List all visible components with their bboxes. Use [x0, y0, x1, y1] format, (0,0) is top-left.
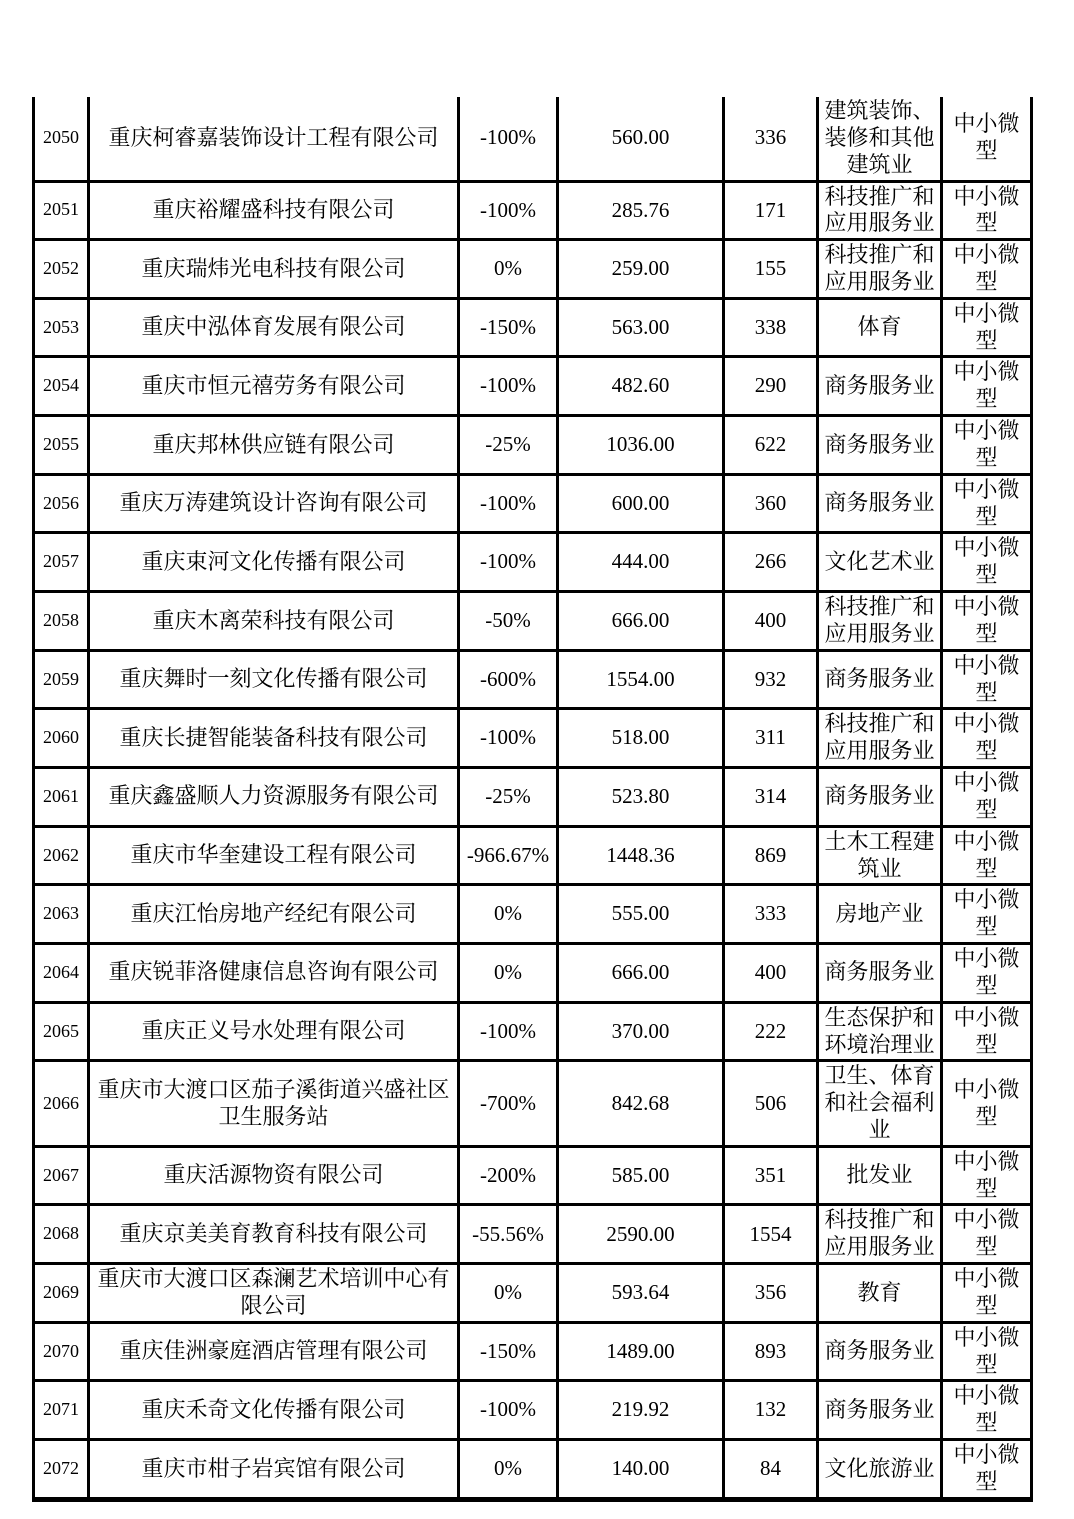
company-name-cell: 重庆长捷智能装备科技有限公司	[89, 709, 459, 768]
percent-cell: -100%	[459, 181, 558, 240]
size-type-cell: 中小微型	[942, 1381, 1032, 1440]
industry-cell: 建筑装饰、装修和其他建筑业	[818, 97, 942, 181]
industry-cell: 商务服务业	[818, 650, 942, 709]
size-type-cell: 中小微型	[942, 533, 1032, 592]
industry-cell: 体育	[818, 298, 942, 357]
company-name-cell: 重庆舞时一刻文化传播有限公司	[89, 650, 459, 709]
industry-cell: 商务服务业	[818, 474, 942, 533]
company-table	[32, 97, 1033, 1502]
industry-cell: 卫生、体育和社会福利业	[818, 1061, 942, 1146]
row-number-cell: 2058	[34, 592, 89, 651]
row-number-cell: 2057	[34, 533, 89, 592]
company-name-cell: 重庆鑫盛顺人力资源服务有限公司	[89, 768, 459, 827]
industry-cell: 科技推广和应用服务业	[818, 592, 942, 651]
size-type-cell: 中小微型	[942, 650, 1032, 709]
size-type-cell: 中小微型	[942, 826, 1032, 885]
count-cell: 132	[724, 1381, 818, 1440]
count-cell: 869	[724, 826, 818, 885]
company-name-cell: 重庆中泓体育发展有限公司	[89, 298, 459, 357]
table-row	[34, 885, 1032, 944]
table-row	[34, 1440, 1032, 1500]
value-cell: 1448.36	[558, 826, 724, 885]
industry-cell: 商务服务业	[818, 944, 942, 1003]
row-number-cell: 2065	[34, 1002, 89, 1061]
value-cell: 523.80	[558, 768, 724, 827]
row-number-cell: 2072	[34, 1440, 89, 1500]
percent-cell: -100%	[459, 357, 558, 416]
industry-cell: 科技推广和应用服务业	[818, 709, 942, 768]
size-type-cell: 中小微型	[942, 1264, 1032, 1323]
size-type-cell: 中小微型	[942, 709, 1032, 768]
size-type-cell: 中小微型	[942, 181, 1032, 240]
table-row	[34, 1205, 1032, 1264]
table-row	[34, 1381, 1032, 1440]
value-cell: 560.00	[558, 97, 724, 181]
size-type-cell: 中小微型	[942, 474, 1032, 533]
percent-cell: -25%	[459, 768, 558, 827]
percent-cell: -55.56%	[459, 1205, 558, 1264]
percent-cell: -150%	[459, 1322, 558, 1381]
company-name-cell: 重庆万涛建筑设计咨询有限公司	[89, 474, 459, 533]
table-row	[34, 416, 1032, 475]
size-type-cell: 中小微型	[942, 298, 1032, 357]
percent-cell: -100%	[459, 709, 558, 768]
company-name-cell: 重庆邦林供应链有限公司	[89, 416, 459, 475]
count-cell: 336	[724, 97, 818, 181]
count-cell: 356	[724, 1264, 818, 1323]
company-name-cell: 重庆禾奇文化传播有限公司	[89, 1381, 459, 1440]
count-cell: 222	[724, 1002, 818, 1061]
size-type-cell: 中小微型	[942, 944, 1032, 1003]
company-name-cell: 重庆江怡房地产经纪有限公司	[89, 885, 459, 944]
table-row	[34, 474, 1032, 533]
count-cell: 266	[724, 533, 818, 592]
company-name-cell: 重庆京美美育教育科技有限公司	[89, 1205, 459, 1264]
table-row	[34, 768, 1032, 827]
row-number-cell: 2052	[34, 240, 89, 299]
table-row	[34, 1322, 1032, 1381]
industry-cell: 商务服务业	[818, 416, 942, 475]
count-cell: 311	[724, 709, 818, 768]
percent-cell: -100%	[459, 474, 558, 533]
percent-cell: 0%	[459, 885, 558, 944]
percent-cell: -50%	[459, 592, 558, 651]
company-name-cell: 重庆柯睿嘉装饰设计工程有限公司	[89, 97, 459, 181]
size-type-cell: 中小微型	[942, 1146, 1032, 1205]
size-type-cell: 中小微型	[942, 97, 1032, 181]
value-cell: 370.00	[558, 1002, 724, 1061]
table-row	[34, 826, 1032, 885]
value-cell: 219.92	[558, 1381, 724, 1440]
row-number-cell: 2071	[34, 1381, 89, 1440]
table-row	[34, 1061, 1032, 1146]
count-cell: 351	[724, 1146, 818, 1205]
industry-cell: 商务服务业	[818, 1381, 942, 1440]
row-number-cell: 2053	[34, 298, 89, 357]
value-cell: 285.76	[558, 181, 724, 240]
count-cell: 893	[724, 1322, 818, 1381]
value-cell: 585.00	[558, 1146, 724, 1205]
industry-cell: 生态保护和环境治理业	[818, 1002, 942, 1061]
percent-cell: 0%	[459, 944, 558, 1003]
size-type-cell: 中小微型	[942, 1322, 1032, 1381]
value-cell: 444.00	[558, 533, 724, 592]
value-cell: 1489.00	[558, 1322, 724, 1381]
table-row	[34, 592, 1032, 651]
industry-cell: 文化旅游业	[818, 1440, 942, 1500]
industry-cell: 房地产业	[818, 885, 942, 944]
row-number-cell: 2050	[34, 97, 89, 181]
industry-cell: 商务服务业	[818, 357, 942, 416]
count-cell: 622	[724, 416, 818, 475]
industry-cell: 文化艺术业	[818, 533, 942, 592]
count-cell: 400	[724, 592, 818, 651]
size-type-cell: 中小微型	[942, 592, 1032, 651]
company-name-cell: 重庆裕耀盛科技有限公司	[89, 181, 459, 240]
value-cell: 666.00	[558, 592, 724, 651]
row-number-cell: 2062	[34, 826, 89, 885]
value-cell: 842.68	[558, 1061, 724, 1146]
company-name-cell: 重庆市华奎建设工程有限公司	[89, 826, 459, 885]
row-number-cell: 2067	[34, 1146, 89, 1205]
industry-cell: 科技推广和应用服务业	[818, 181, 942, 240]
table-row	[34, 709, 1032, 768]
size-type-cell: 中小微型	[942, 1205, 1032, 1264]
value-cell: 482.60	[558, 357, 724, 416]
value-cell: 593.64	[558, 1264, 724, 1323]
count-cell: 400	[724, 944, 818, 1003]
size-type-cell: 中小微型	[942, 357, 1032, 416]
percent-cell: -150%	[459, 298, 558, 357]
company-name-cell: 重庆锐菲洛健康信息咨询有限公司	[89, 944, 459, 1003]
company-name-cell: 重庆市柑子岩宾馆有限公司	[89, 1440, 459, 1500]
table-row	[34, 1264, 1032, 1323]
company-name-cell: 重庆木离荣科技有限公司	[89, 592, 459, 651]
company-name-cell: 重庆市大渡口区茄子溪街道兴盛社区卫生服务站	[89, 1061, 459, 1146]
row-number-cell: 2066	[34, 1061, 89, 1146]
table-row	[34, 97, 1032, 181]
count-cell: 84	[724, 1440, 818, 1500]
count-cell: 290	[724, 357, 818, 416]
company-table-body	[34, 97, 1032, 1499]
industry-cell: 批发业	[818, 1146, 942, 1205]
industry-cell: 教育	[818, 1264, 942, 1323]
count-cell: 338	[724, 298, 818, 357]
count-cell: 932	[724, 650, 818, 709]
count-cell: 506	[724, 1061, 818, 1146]
percent-cell: -100%	[459, 1002, 558, 1061]
count-cell: 360	[724, 474, 818, 533]
percent-cell: -200%	[459, 1146, 558, 1205]
company-name-cell: 重庆佳洲豪庭酒店管理有限公司	[89, 1322, 459, 1381]
percent-cell: 0%	[459, 1440, 558, 1500]
table-row	[34, 944, 1032, 1003]
percent-cell: -600%	[459, 650, 558, 709]
industry-cell: 科技推广和应用服务业	[818, 1205, 942, 1264]
industry-cell: 科技推广和应用服务业	[818, 240, 942, 299]
value-cell: 140.00	[558, 1440, 724, 1500]
row-number-cell: 2069	[34, 1264, 89, 1323]
company-name-cell: 重庆市大渡口区森澜艺术培训中心有限公司	[89, 1264, 459, 1323]
table-row	[34, 1002, 1032, 1061]
row-number-cell: 2056	[34, 474, 89, 533]
size-type-cell: 中小微型	[942, 1061, 1032, 1146]
industry-cell: 商务服务业	[818, 768, 942, 827]
size-type-cell: 中小微型	[942, 1002, 1032, 1061]
company-name-cell: 重庆正义号水处理有限公司	[89, 1002, 459, 1061]
percent-cell: -100%	[459, 97, 558, 181]
row-number-cell: 2063	[34, 885, 89, 944]
count-cell: 171	[724, 181, 818, 240]
row-number-cell: 2055	[34, 416, 89, 475]
value-cell: 518.00	[558, 709, 724, 768]
value-cell: 1554.00	[558, 650, 724, 709]
company-name-cell: 重庆束河文化传播有限公司	[89, 533, 459, 592]
value-cell: 563.00	[558, 298, 724, 357]
table-row	[34, 240, 1032, 299]
company-name-cell: 重庆市恒元禧劳务有限公司	[89, 357, 459, 416]
value-cell: 259.00	[558, 240, 724, 299]
industry-cell: 商务服务业	[818, 1322, 942, 1381]
table-row	[34, 298, 1032, 357]
value-cell: 600.00	[558, 474, 724, 533]
row-number-cell: 2059	[34, 650, 89, 709]
percent-cell: -100%	[459, 533, 558, 592]
percent-cell: -966.67%	[459, 826, 558, 885]
size-type-cell: 中小微型	[942, 768, 1032, 827]
table-row	[34, 1146, 1032, 1205]
count-cell: 314	[724, 768, 818, 827]
value-cell: 666.00	[558, 944, 724, 1003]
size-type-cell: 中小微型	[942, 416, 1032, 475]
percent-cell: 0%	[459, 240, 558, 299]
industry-cell: 土木工程建筑业	[818, 826, 942, 885]
percent-cell: -25%	[459, 416, 558, 475]
row-number-cell: 2061	[34, 768, 89, 827]
value-cell: 1036.00	[558, 416, 724, 475]
company-name-cell: 重庆瑞炜光电科技有限公司	[89, 240, 459, 299]
row-number-cell: 2054	[34, 357, 89, 416]
table-row	[34, 357, 1032, 416]
percent-cell: -100%	[459, 1381, 558, 1440]
row-number-cell: 2064	[34, 944, 89, 1003]
size-type-cell: 中小微型	[942, 240, 1032, 299]
company-name-cell: 重庆活源物资有限公司	[89, 1146, 459, 1205]
table-row	[34, 181, 1032, 240]
row-number-cell: 2070	[34, 1322, 89, 1381]
value-cell: 2590.00	[558, 1205, 724, 1264]
size-type-cell: 中小微型	[942, 885, 1032, 944]
table-row	[34, 650, 1032, 709]
percent-cell: 0%	[459, 1264, 558, 1323]
row-number-cell: 2068	[34, 1205, 89, 1264]
count-cell: 155	[724, 240, 818, 299]
value-cell: 555.00	[558, 885, 724, 944]
table-row	[34, 533, 1032, 592]
size-type-cell: 中小微型	[942, 1440, 1032, 1500]
count-cell: 1554	[724, 1205, 818, 1264]
count-cell: 333	[724, 885, 818, 944]
row-number-cell: 2051	[34, 181, 89, 240]
row-number-cell: 2060	[34, 709, 89, 768]
percent-cell: -700%	[459, 1061, 558, 1146]
